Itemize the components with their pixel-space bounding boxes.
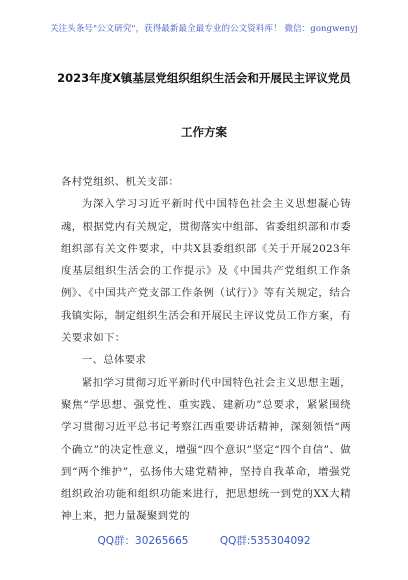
footer [0, 533, 408, 548]
document-title-line1: 2023年度X镇基层党组织组织生活会和开展民主评议党员 [57, 71, 351, 85]
paragraph-general-requirements: 紧扣学习贯彻习近平新时代中国特色社会主义思想主题，聚焦“学思想、强党性、重实践、建新功”总要求，紧紧围绕学习贯彻习近平总书记考察江西重要讲话精神，深刻领悟“两个确立”的决定性意义，增强“四个意识”坚定“四个自信”、做到“两个维护”，弘扬伟大建党精神，坚持自我革命，增强党组织政治功能和组织功能来进行，把思想统一到党的XX大精神上来，把力量凝聚到党的 [61, 376, 351, 523]
footer-qq-group-1: QQ群：30265665 [97, 535, 189, 547]
footer-qq-group-2: QQ群:535304092 [219, 535, 311, 547]
paragraph-intro: 为深入学习习近平新时代中国特色社会主义思想凝心铸魂，根据党内有关规定，贯彻落实中组部、省委组织部和市委组织部有关文件要求，中共X县委组织部《关于开展2023年度基层组织生活会的工作提示》及《中国共产党组织工作条例》、《中国共产党支部工作条例（试行）》等有关规定，结合我镇实际，制定组织生活会和开展民主评议党员工作方案，有关要求如下： [61, 198, 351, 345]
section-heading: 一、总体要求 [81, 354, 147, 367]
header-banner: 关注头条号"公文研究"，获得最新最全最专业的公文资料库！ 微信：gongwenyj [50, 24, 358, 34]
document-title-line2: 工作方案 [181, 125, 227, 139]
salutation: 各村党组织、机关支部： [61, 176, 180, 188]
document-body [61, 171, 351, 528]
